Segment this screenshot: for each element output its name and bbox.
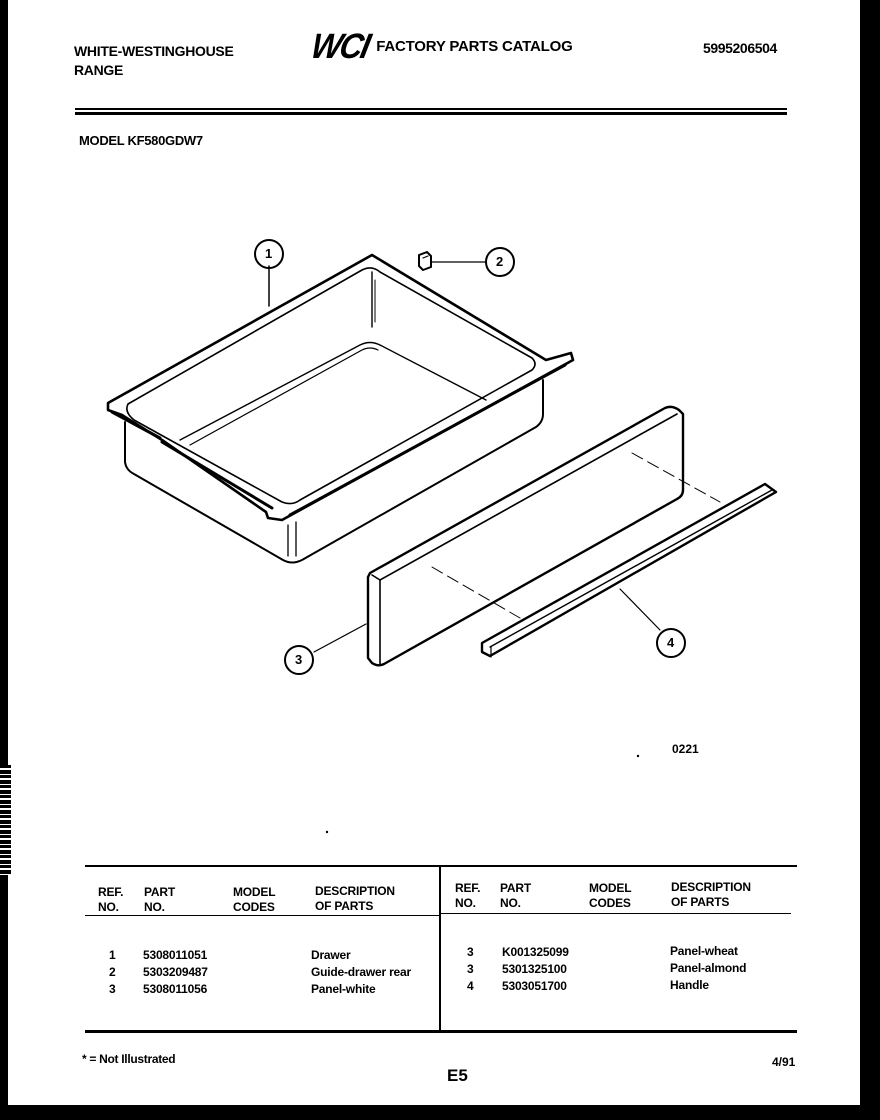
- col-header-model-line1: MODEL: [233, 885, 276, 899]
- table-row-part-no: 5303051700: [502, 979, 567, 993]
- table-row-description: Drawer: [311, 948, 351, 962]
- callout-label-4: 4: [667, 635, 675, 650]
- col-header-description: [315, 884, 395, 914]
- col-header-model-codes-right: [589, 881, 631, 911]
- table-row-ref: 3: [467, 945, 474, 959]
- table-row-ref: 3: [467, 962, 474, 976]
- col-header-model-line2: CODES: [589, 896, 631, 910]
- page-code: E5: [447, 1066, 468, 1085]
- table-row-description: Handle: [670, 978, 709, 992]
- col-header-part-line1: PART: [500, 881, 531, 895]
- handle-illustration: [482, 484, 776, 657]
- table-header-rule-left: [85, 915, 439, 916]
- col-header-part-right: [500, 881, 531, 911]
- parts-list-right-ref: [467, 944, 473, 995]
- parts-list-left-ref: [109, 947, 115, 998]
- brand-name: WHITE-WESTINGHOUSE: [74, 43, 234, 59]
- col-header-desc-line2: OF PARTS: [315, 899, 374, 913]
- drawer-illustration: [108, 255, 573, 563]
- table-row-part-no: 5308011056: [143, 982, 208, 996]
- callout-label-3: 3: [295, 652, 303, 667]
- table-row-ref: 1: [109, 948, 116, 962]
- col-header-model-line2: CODES: [233, 900, 275, 914]
- not-illustrated-note: * = Not Illustrated: [82, 1052, 176, 1066]
- revision-date: 4/91: [772, 1055, 796, 1069]
- panel-illustration: [314, 407, 720, 665]
- table-row-description: Panel-almond: [670, 961, 747, 975]
- callout-label-1: 1: [265, 246, 273, 261]
- col-header-desc-line1: DESCRIPTION: [315, 884, 395, 898]
- table-row-description: Panel-white: [311, 982, 376, 996]
- table-row-part-no: K001325099: [502, 945, 569, 959]
- parts-list-left-part: [143, 947, 208, 998]
- col-header-part-line2: NO.: [500, 896, 521, 910]
- col-header-ref-line2: NO.: [455, 896, 476, 910]
- col-header-ref-right: [455, 881, 480, 911]
- col-header-model-codes: [233, 885, 275, 915]
- table-column-divider: [439, 867, 441, 1032]
- col-header-part-line1: PART: [144, 885, 175, 899]
- col-header-part-line2: NO.: [144, 900, 165, 914]
- table-bottom-rule: [85, 1030, 797, 1033]
- table-top-rule: [85, 865, 797, 867]
- table-row-ref: 4: [467, 979, 474, 993]
- table-row-ref: 2: [109, 965, 116, 979]
- figure-number: 0221: [672, 742, 699, 756]
- table-row-description: Guide-drawer rear: [311, 965, 411, 979]
- wci-logo: WCI: [307, 26, 373, 66]
- catalog-number: 5995206504: [703, 40, 777, 56]
- col-header-ref: [98, 885, 123, 915]
- catalog-title: FACTORY PARTS CATALOG: [376, 37, 573, 55]
- col-header-desc-line1: DESCRIPTION: [671, 880, 751, 894]
- parts-list-right-description: [670, 943, 746, 994]
- col-header-part: [144, 885, 175, 915]
- col-header-ref-line2: NO.: [98, 900, 119, 914]
- col-header-description-right: [671, 880, 751, 910]
- parts-list-left-description: [311, 947, 411, 998]
- col-header-ref-line1: REF.: [98, 885, 124, 899]
- table-header-rule-right: [441, 913, 791, 914]
- callout-label-2: 2: [496, 254, 504, 269]
- appliance-type: RANGE: [74, 62, 124, 78]
- table-row-part-no: 5303209487: [143, 965, 208, 979]
- col-header-ref-line1: REF.: [455, 881, 481, 895]
- model-number: MODEL KF580GDW7: [79, 133, 203, 148]
- table-row-description: Panel-wheat: [670, 944, 738, 958]
- col-header-desc-line2: OF PARTS: [671, 895, 730, 909]
- table-row-part-no: 5301325100: [502, 962, 567, 976]
- table-row-part-no: 5308011051: [143, 948, 208, 962]
- col-header-model-line1: MODEL: [589, 881, 632, 895]
- guide-drawer-rear-illustration: [419, 252, 485, 270]
- table-row-ref: 3: [109, 982, 116, 996]
- parts-list-right-part: [502, 944, 569, 995]
